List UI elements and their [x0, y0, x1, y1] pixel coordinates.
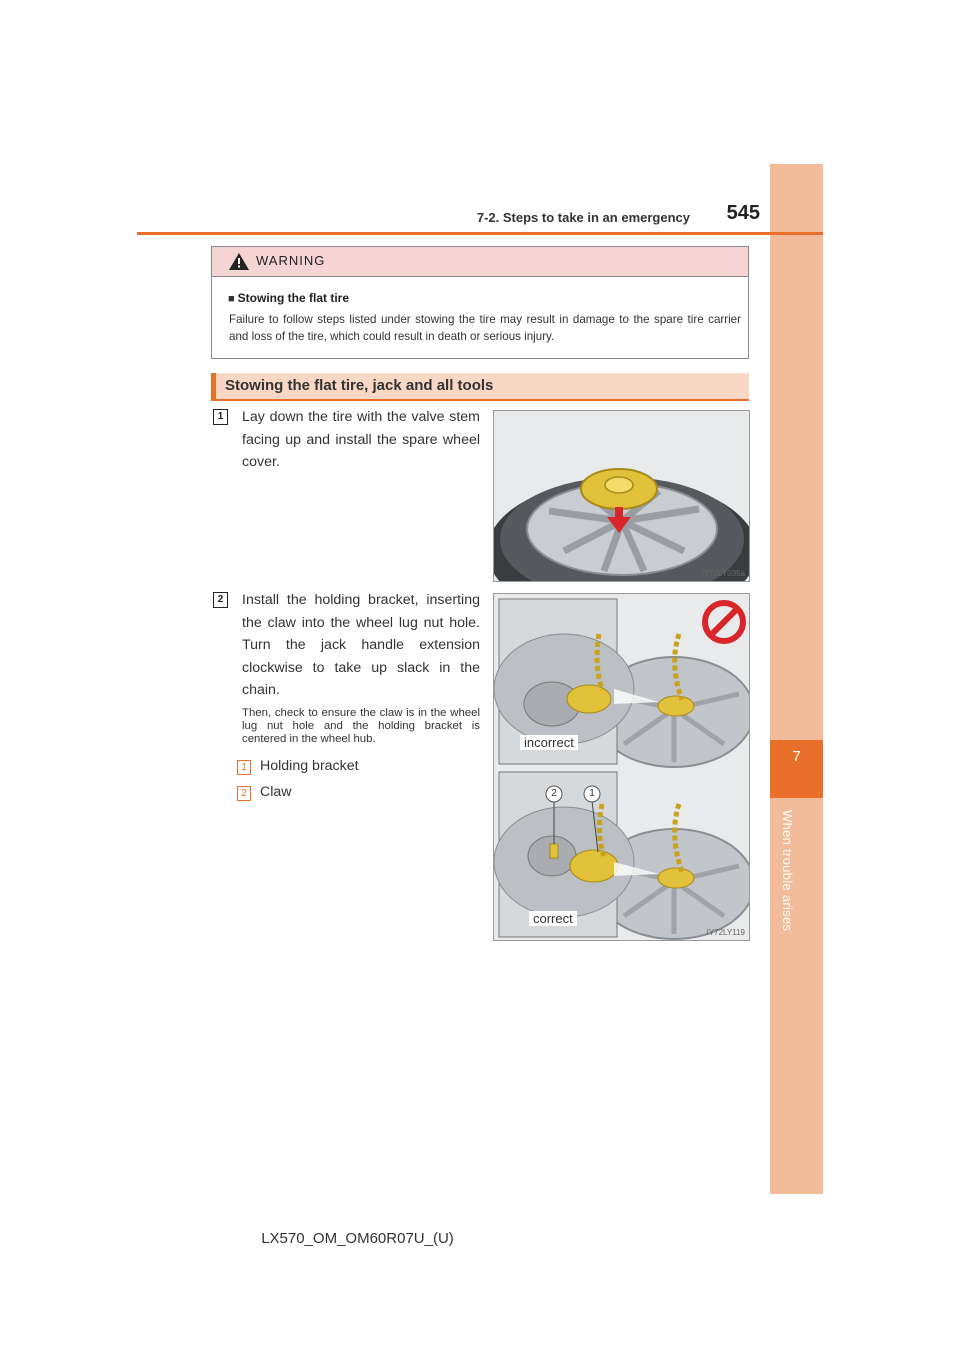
- warning-text: Failure to follow steps listed under stowing the tire may result in damage to the spare tire carrier and loss of the tire, which could result in death or serious injury.: [229, 313, 741, 343]
- callout-2-number: 2: [237, 786, 251, 801]
- prohibition-icon: [705, 603, 743, 641]
- figure-2-code: IY72LY119: [706, 928, 745, 937]
- side-tab-strip: [770, 164, 823, 1194]
- header-rule: [137, 232, 823, 235]
- figure-spare-tire-cover: [493, 410, 750, 582]
- correct-label: correct: [529, 911, 577, 926]
- document-code: LX570_OM_OM60R07U_(U): [261, 1230, 454, 1247]
- figure-1-code: IY72LY035a: [701, 569, 745, 578]
- warning-title: WARNING: [256, 253, 326, 268]
- page-number: 545: [726, 202, 760, 224]
- chapter-number: 7: [792, 748, 801, 765]
- holding-bracket-illustration: [494, 594, 750, 941]
- section-title: Stowing the flat tire, jack and all tools: [225, 377, 494, 394]
- incorrect-label: incorrect: [520, 735, 578, 750]
- callout-1-label: Holding bracket: [260, 758, 359, 774]
- warning-subtitle: [228, 291, 349, 305]
- section-bar-accent: [211, 373, 216, 399]
- step-2-note: Then, check to ensure the claw is in the wheel lug nut hole and the holding bracket is centered in the wheel hub.: [242, 707, 480, 745]
- warning-subtitle-text: Stowing the flat tire: [237, 291, 349, 305]
- figure-2-mark-2: 2: [551, 788, 557, 799]
- step-2-text: Install the holding bracket, inserting the claw into the wheel lug nut hole. Turn the jack handle extension clockwise to take up slack in the chain.: [242, 592, 480, 698]
- warning-box: [211, 246, 749, 359]
- step-1-badge: 1: [213, 409, 228, 425]
- step-2-badge: 2: [213, 592, 228, 608]
- section-heading: 7-2. Steps to take in an emergency: [476, 210, 690, 225]
- figure-holding-bracket: [493, 593, 750, 941]
- bullet-square-icon: ■: [228, 293, 235, 305]
- callout-1-number: 1: [237, 760, 251, 775]
- warning-triangle-icon: [229, 253, 249, 270]
- step-1-text: Lay down the tire with the valve stem facing up and install the spare wheel cover.: [242, 409, 480, 470]
- tire-cover-illustration: [494, 411, 750, 582]
- callout-2-label: Claw: [260, 784, 292, 800]
- warning-header: [212, 247, 748, 277]
- section-bar: [211, 373, 749, 401]
- figure-2-mark-1: 1: [589, 788, 595, 799]
- chapter-label: When trouble arises: [780, 810, 795, 932]
